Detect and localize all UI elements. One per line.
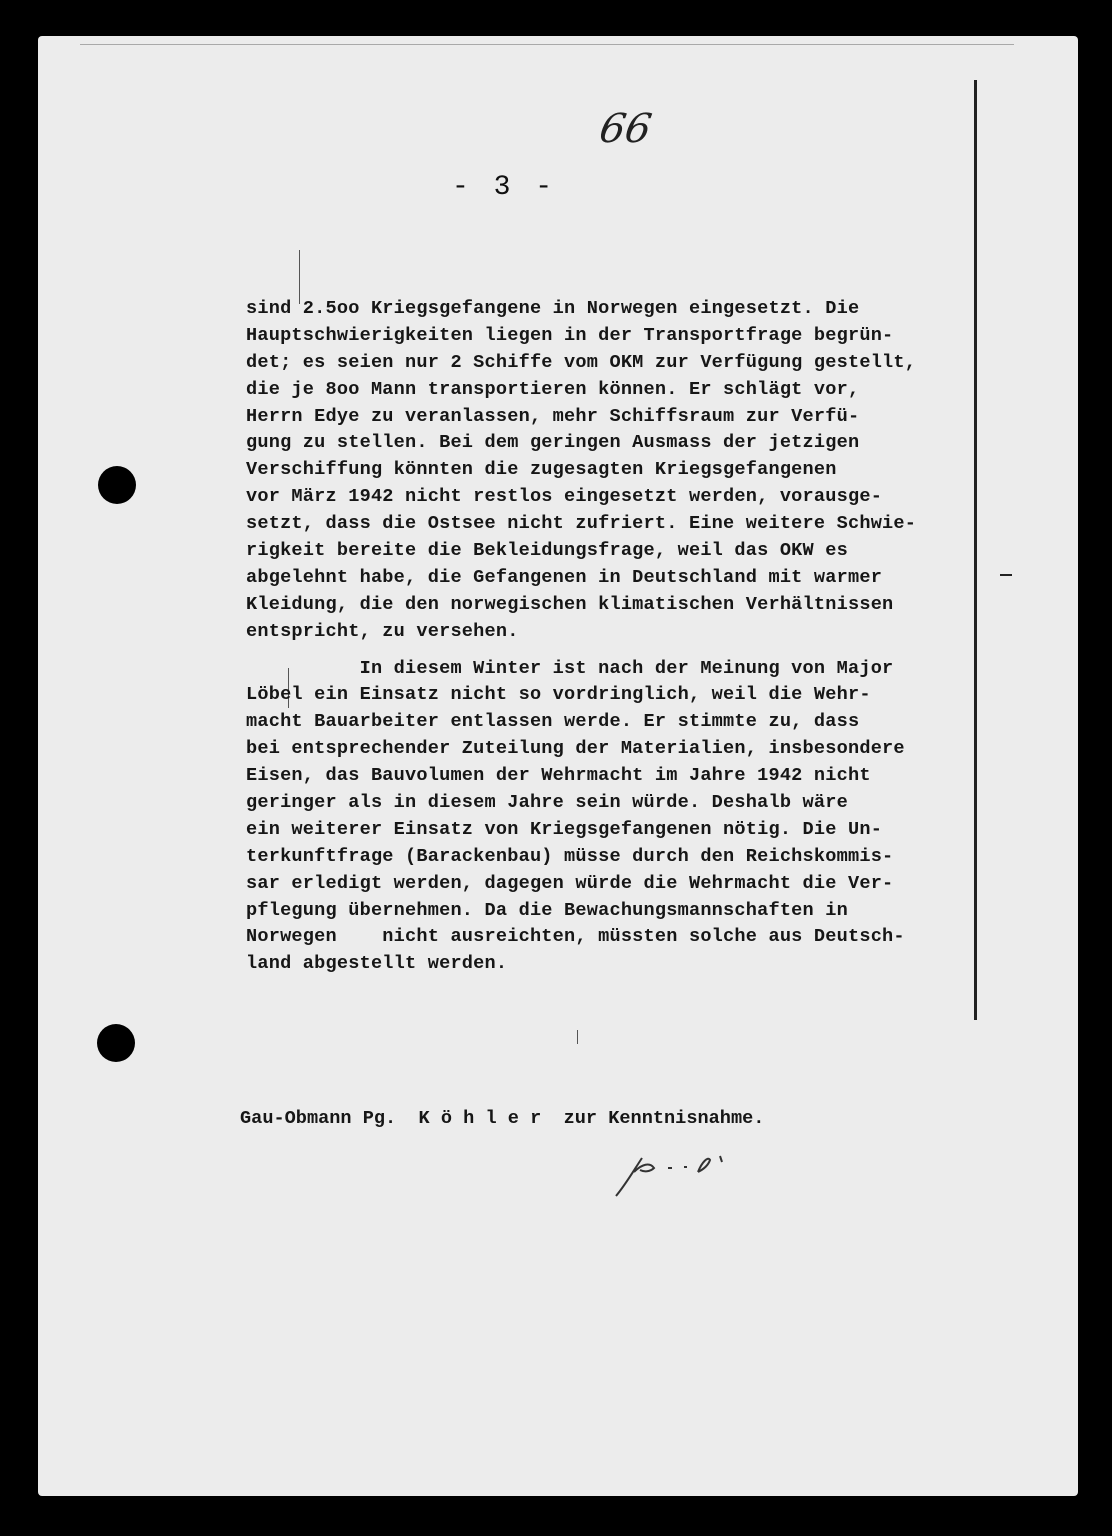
text-line: entspricht, zu versehen. [246,620,519,642]
text-line: gung zu stellen. Bei dem geringen Ausmass der jetzigen [246,432,860,454]
text-line: ein weiterer Einsatz von Kriegsgefangenen nötig. Die Un- [246,818,883,840]
text-line: Kleidung, die den norwegischen klimatischen Verhältnissen [246,593,894,615]
margin-tick [1000,574,1012,576]
text-line: Löbel ein Einsatz nicht so vordringlich, weil die Wehr- [246,684,871,706]
text-line: setzt, dass die Ostsee nicht zufriert. Eine weitere Schwie- [246,513,917,535]
handwritten-folio-number: 66 [595,106,655,152]
text-line: geringer als in diesem Jahre sein würde. Deshalb wäre [246,792,848,814]
page-number: - 3 - [452,172,557,203]
paragraph-1 [246,296,966,646]
text-line: Verschiffung könnten die zugesagten Kriegsgefangenen [246,459,837,481]
text-line: Norwegen nicht ausreichten, müssten solche aus Deutsch- [246,926,905,948]
punch-hole [98,466,136,504]
text-line: sar erledigt werden, dagegen würde die Wehrmacht die Ver- [246,872,894,894]
margin-mark [577,1030,578,1044]
text-line: Eisen, das Bauvolumen der Wehrmacht im Jahre 1942 nicht [246,765,871,787]
text-line: terkunftfrage (Barackenbau) müsse durch den Reichskommis- [246,845,894,867]
text-line: die je 8oo Mann transportieren können. Er schlägt vor, [246,378,860,400]
text-line: Herrn Edye zu veranlassen, mehr Schiffsraum zur Verfü- [246,405,860,427]
paragraph-2 [246,656,966,979]
scan-edge-line [80,44,1014,45]
text-line: rigkeit bereite die Bekleidungsfrage, weil das OKW es [246,540,848,562]
margin-bar [974,80,977,1020]
text-line: Hauptschwierigkeiten liegen in der Transportfrage begrün- [246,324,894,346]
text-line: sind 2.5oo Kriegsgefangene in Norwegen eingesetzt. Die [246,298,860,319]
distribution-note: Gau-Obmann Pg. K ö h l e r zur Kenntnisnahme. [240,1108,765,1129]
text-line: In diesem Winter ist nach der Meinung von Major [246,657,894,679]
punch-hole [97,1024,135,1062]
text-line: vor März 1942 nicht restlos eingesetzt werden, vorausge- [246,486,883,508]
text-line: abgelehnt habe, die Gefangenen in Deutschland mit warmer [246,566,883,588]
handwritten-signature [612,1150,812,1200]
body-text [246,296,966,978]
text-line: pflegung übernehmen. Da die Bewachungsmannschaften in [246,899,848,921]
text-line: land abgestellt werden. [246,953,508,975]
text-line: det; es seien nur 2 Schiffe vom OKM zur Verfügung gestellt, [246,351,917,373]
text-line: bei entsprechender Zuteilung der Materialien, insbesondere [246,738,905,760]
text-line: macht Bauarbeiter entlassen werde. Er stimmte zu, dass [246,711,860,733]
